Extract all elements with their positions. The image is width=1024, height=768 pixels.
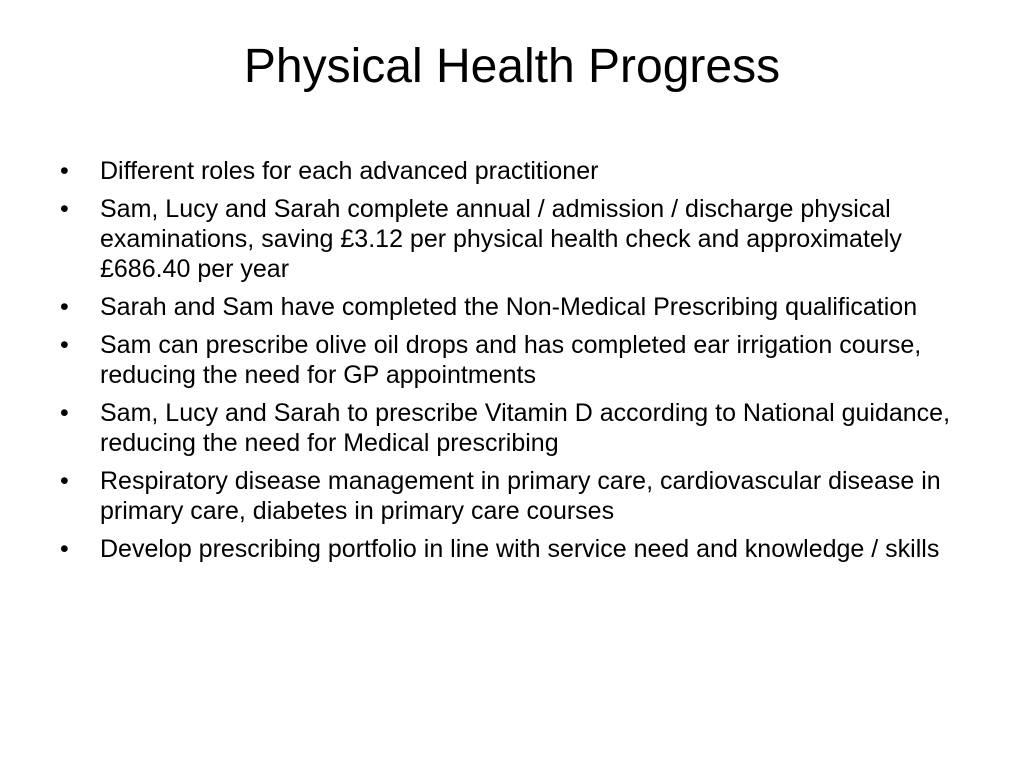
bullet-item: [60, 292, 960, 322]
bullet-text: Sam, Lucy and Sarah to prescribe Vitamin D according to National guidance, reducing the need for Medical prescribing: [100, 399, 951, 457]
bullet-icon: [60, 330, 100, 360]
slide-title: Physical Health Progress: [243, 40, 781, 93]
bullet-text: Sam, Lucy and Sarah complete annual / admission / discharge physical examinations, saving £3.12 per physical health check and approximately £686.40 per year: [100, 195, 902, 283]
bullet-text: Different roles for each advanced practitioner: [100, 157, 599, 185]
bullet-item: [60, 466, 960, 526]
bullet-icon: [60, 398, 100, 428]
bullet-icon: [60, 292, 100, 322]
bullet-list: [60, 156, 960, 572]
bullet-item: [60, 398, 960, 458]
bullet-item: [60, 534, 960, 564]
bullet-icon: [60, 466, 100, 496]
bullet-text: Sarah and Sam have completed the Non-Medical Prescribing qualification: [100, 293, 918, 321]
bullet-text: Respiratory disease management in primary care, cardiovascular disease in primary care, diabetes in primary care courses: [100, 467, 941, 525]
bullet-icon: [60, 534, 100, 564]
bullet-item: [60, 330, 960, 390]
bullet-text: Sam can prescribe olive oil drops and has completed ear irrigation course, reducing the need for GP appointments: [100, 331, 922, 389]
bullet-item: [60, 194, 960, 284]
bullet-text: Develop prescribing portfolio in line with service need and knowledge / skills: [100, 535, 940, 563]
bullet-icon: [60, 194, 100, 224]
bullet-icon: [60, 156, 100, 186]
bullet-item: [60, 156, 960, 186]
